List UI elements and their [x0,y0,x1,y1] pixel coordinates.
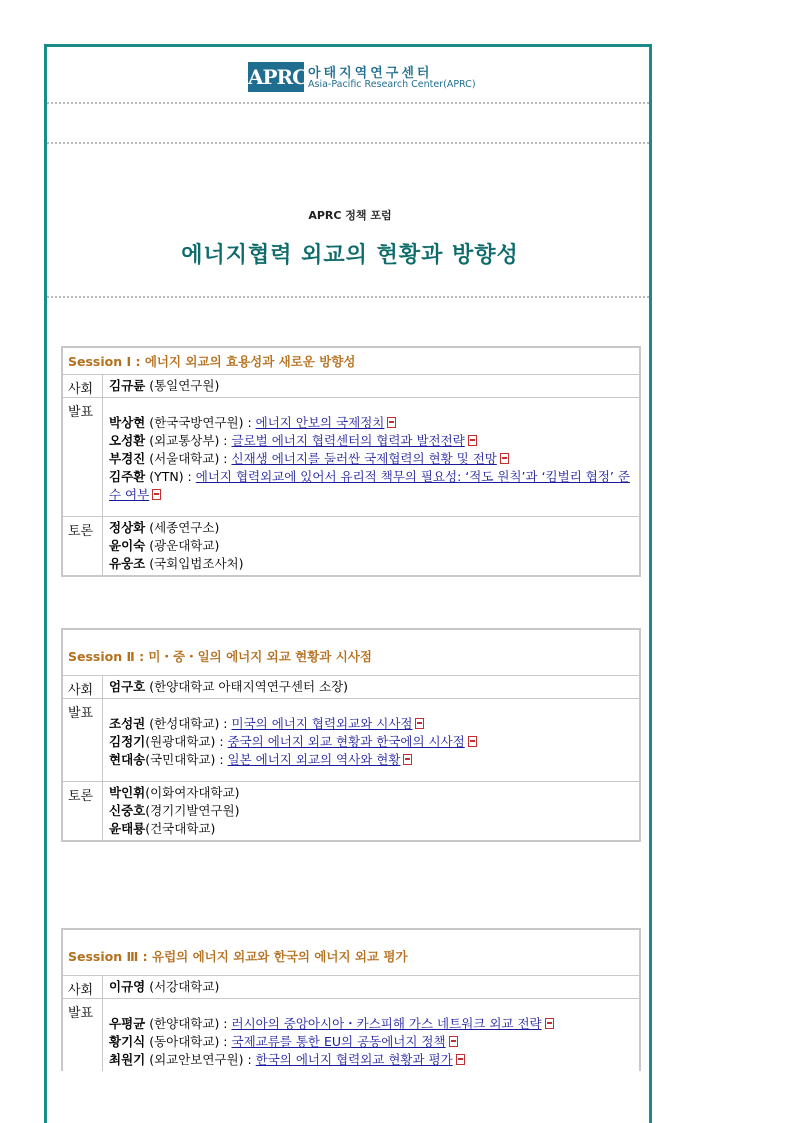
discussant-affiliation: (이화여자대학교) [145,785,240,800]
discussant-affiliation: (국회입법조사처) [145,556,244,571]
paper-link[interactable]: 러시아의 중앙아시아・카스피해 가스 네트워크 외교 전략 [231,1016,542,1031]
moderator-row [63,976,639,999]
moderator-affiliation: (서강대학교) [145,979,220,994]
presenter-row [63,999,639,1071]
moderator-affiliation: (통일연구원) [145,378,220,393]
presenter-name: 부경진 [109,451,146,466]
presenter-item [109,751,639,769]
role-label: 발표 [63,699,103,781]
presenter-name: 오성환 [109,433,146,448]
pdf-icon[interactable] [456,1054,465,1065]
presenter-item [109,414,639,432]
paper-link[interactable]: 미국의 에너지 협력외교와 시사점 [231,716,413,731]
discussant-name: 신중호 [109,803,146,818]
session-2 [61,628,641,842]
role-label: 사회 [63,676,103,698]
presenter-item [109,1015,639,1033]
paper-link[interactable]: 국제교류를 통한 EU의 공동에너지 정책 [231,1034,446,1049]
presenter-affiliation: (원광대학교) : [145,734,228,749]
paper-link[interactable]: 일본 에너지 외교의 역사와 현황 [227,752,401,767]
presenter-name: 김정기 [109,734,146,749]
pdf-icon[interactable] [468,435,477,446]
presenter-item [109,715,639,733]
presenter-affiliation: (YTN) : [145,469,196,484]
session-1 [61,346,641,577]
presenter-item [109,432,639,450]
role-label: 발표 [63,398,103,516]
discussant-name: 정상화 [109,520,146,535]
pdf-icon[interactable] [468,736,477,747]
presenter-name: 현대송 [109,752,146,767]
presenter-name: 우평균 [109,1016,146,1031]
event-subtitle: APRC 정책 포럼 [308,209,392,222]
presenter-name: 조성권 [109,716,146,731]
presenter-name: 최원기 [109,1052,146,1067]
pdf-icon[interactable] [403,754,412,765]
discussant-row [63,782,639,840]
presenter-name: 황기식 [109,1034,146,1049]
paper-link[interactable]: 중국의 에너지 외교 현황과 한국에의 시사점 [227,734,465,749]
discussant-affiliation: (건국대학교) [145,821,216,836]
moderator-name: 엄구호 [109,679,146,694]
moderator-row [63,375,639,398]
role-label: 토론 [63,782,103,840]
divider [47,102,649,104]
presenter-item [109,1051,639,1069]
moderator-name: 김규륜 [109,378,146,393]
moderator-row [63,676,639,699]
paper-link[interactable]: 에너지 협력외교에 있어서 유리적 책무의 필요성: ‘적도 원칙’과 ‘킴벌리 협정’ 준수 여부 [109,469,630,502]
aprc-logo [248,60,476,96]
pdf-icon[interactable] [500,453,509,464]
presenter-affiliation: (국민대학교) : [145,752,228,767]
paper-link[interactable]: 글로벌 에너지 협력센터의 협력과 발전전략 [231,433,465,448]
presenter-item [109,468,639,504]
presenter-affiliation: (동아대학교) : [145,1034,232,1049]
moderator-name: 이규영 [109,979,146,994]
discussant-name: 박인휘 [109,785,146,800]
discussant-affiliation: (경기기발연구원) [145,803,240,818]
presenter-item [109,1033,639,1051]
pdf-icon[interactable] [545,1018,554,1029]
paper-link[interactable]: 신재생 에너지를 둘러싼 국제협력의 현황 및 전망 [231,451,497,466]
presenter-row [63,398,639,517]
role-label: 토론 [63,517,103,575]
discussant-affiliation: (세종연구소) [145,520,220,535]
presenter-affiliation: (한양대학교) : [145,1016,232,1031]
presenter-affiliation: (서울대학교) : [145,451,232,466]
logo-mark: APRC [248,62,304,92]
pdf-icon[interactable] [387,417,396,428]
logo-english-text: Asia-Pacific Research Center(APRC) [308,79,476,90]
discussant-name: 윤태룡 [109,821,146,836]
presenter-row [63,699,639,782]
discussant-affiliation: (광운대학교) [145,538,220,553]
presenter-name: 박상현 [109,415,146,430]
role-label: 사회 [63,976,103,998]
paper-link[interactable]: 한국의 에너지 협력외교 현황과 평가 [255,1052,453,1067]
session-3 [61,928,641,1071]
session-heading: Session Ⅲ : 유럽의 에너지 외교와 한국의 에너지 외교 평가 [63,930,639,976]
moderator-affiliation: (한양대학교 아태지역연구센터 소장) [145,679,349,694]
session-heading: Session Ⅰ : 에너지 외교의 효용성과 새로운 방향성 [63,348,639,375]
role-label: 발표 [63,999,103,1071]
presenter-item [109,733,639,751]
pdf-icon[interactable] [449,1036,458,1047]
presenter-affiliation: (외교통상부) : [145,433,232,448]
discussant-name: 유웅조 [109,556,146,571]
presenter-affiliation: (외교안보연구원) : [145,1052,256,1067]
discussant-row [63,517,639,575]
pdf-icon[interactable] [415,718,424,729]
logo-korean-text: 아태지역연구센터 [308,66,433,81]
session-heading: Session Ⅱ : 미・중・일의 에너지 외교 현황과 시사점 [63,630,639,676]
presenter-name: 김주환 [109,469,146,484]
presenter-affiliation: (한성대학교) : [145,716,232,731]
role-label: 사회 [63,375,103,397]
event-title: 에너지협력 외교의 현황과 방향성 [181,242,519,268]
presenter-affiliation: (한국국방연구원) : [145,415,256,430]
presenter-item [109,450,639,468]
divider [47,296,649,298]
discussant-name: 윤이숙 [109,538,146,553]
pdf-icon[interactable] [152,489,161,500]
divider [47,142,649,144]
paper-link[interactable]: 에너지 안보의 국제정치 [255,415,385,430]
